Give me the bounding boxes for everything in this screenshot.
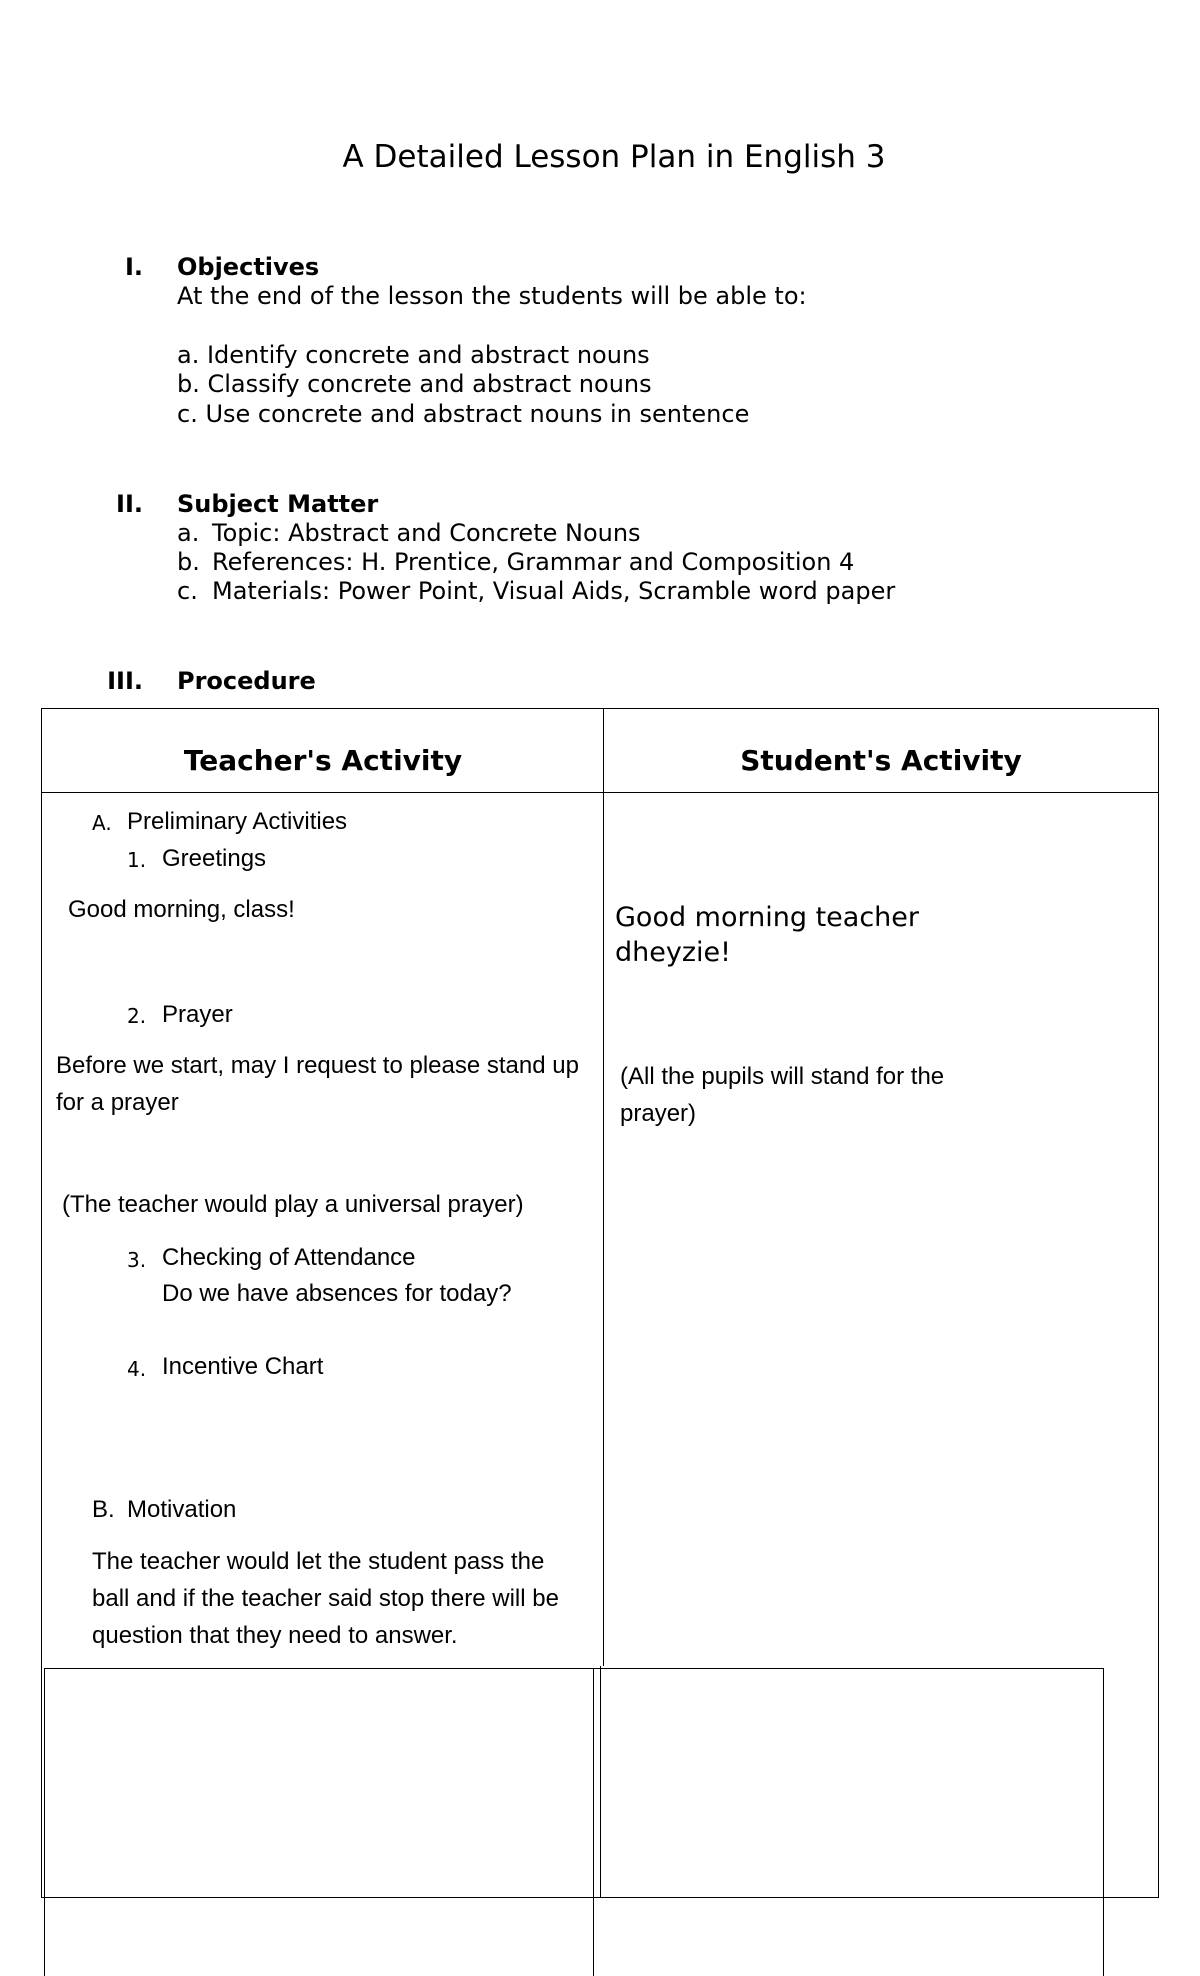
prayer-request: Before we start, may I request to please stand up bbox=[56, 1052, 579, 1079]
student-greeting: dheyzie! bbox=[615, 937, 731, 968]
student-activity-header: Student's Activity bbox=[740, 744, 1022, 777]
objectives-heading: Objectives bbox=[177, 253, 320, 281]
objective-item: a. Identify concrete and abstract nouns bbox=[177, 341, 650, 369]
section-b-marker: B. bbox=[92, 1496, 115, 1523]
nested-table-divider bbox=[593, 1668, 594, 1976]
subject-marker: b. bbox=[177, 548, 200, 576]
section-a-marker: A. bbox=[92, 811, 112, 835]
objectives-number: I. bbox=[124, 253, 143, 281]
incentive-number: 4. bbox=[127, 1357, 147, 1381]
nested-table-left bbox=[44, 1668, 45, 1976]
subject-item: Topic: Abstract and Concrete Nouns bbox=[212, 519, 641, 547]
objective-item: b. Classify concrete and abstract nouns bbox=[177, 370, 652, 398]
subject-marker: a. bbox=[177, 519, 200, 547]
section-a-label: Preliminary Activities bbox=[127, 808, 348, 835]
teacher-activity-header: Teacher's Activity bbox=[183, 744, 463, 777]
nested-table-right bbox=[1103, 1668, 1104, 1976]
objective-item: c. Use concrete and abstract nouns in sentence bbox=[177, 400, 750, 428]
table-column-divider-lower bbox=[600, 1666, 601, 1898]
subject-matter-heading: Subject Matter bbox=[177, 490, 379, 518]
student-greeting: Good morning teacher bbox=[615, 902, 919, 933]
teacher-greeting: Good morning, class! bbox=[68, 896, 295, 923]
section-b-label: Motivation bbox=[127, 1496, 237, 1523]
prayer-label: Prayer bbox=[162, 1001, 233, 1028]
incentive-label: Incentive Chart bbox=[162, 1353, 324, 1380]
greetings-label: Greetings bbox=[162, 845, 267, 872]
subject-item: References: H. Prentice, Grammar and Composition 4 bbox=[212, 548, 855, 576]
table-border-left bbox=[41, 708, 42, 1898]
attendance-question: Do we have absences for today? bbox=[162, 1280, 512, 1307]
motivation-text: ball and if the teacher said stop there will be bbox=[92, 1585, 559, 1612]
table-border-right bbox=[1158, 708, 1159, 1898]
table-border-top bbox=[41, 708, 1159, 709]
subject-marker: c. bbox=[177, 577, 198, 605]
prayer-request: for a prayer bbox=[56, 1089, 179, 1116]
student-prayer: (All the pupils will stand for the bbox=[620, 1063, 945, 1090]
subject-matter-number: II. bbox=[116, 490, 143, 518]
nested-table-top bbox=[44, 1668, 1104, 1669]
procedure-heading: Procedure bbox=[177, 667, 316, 695]
greetings-number: 1. bbox=[127, 848, 147, 872]
procedure-number: III. bbox=[107, 667, 143, 695]
table-header-divider bbox=[41, 792, 1159, 793]
table-column-divider bbox=[603, 708, 604, 1666]
motivation-text: question that they need to answer. bbox=[92, 1622, 458, 1649]
attendance-number: 3. bbox=[127, 1248, 147, 1272]
prayer-number: 2. bbox=[127, 1004, 147, 1028]
motivation-text: The teacher would let the student pass the bbox=[92, 1548, 545, 1575]
objectives-intro: At the end of the lesson the students will be able to: bbox=[177, 282, 807, 310]
student-prayer: prayer) bbox=[620, 1100, 697, 1127]
attendance-label: Checking of Attendance bbox=[162, 1244, 416, 1271]
prayer-note: (The teacher would play a universal prayer) bbox=[62, 1191, 524, 1218]
page-title: A Detailed Lesson Plan in English 3 bbox=[342, 139, 886, 175]
subject-item: Materials: Power Point, Visual Aids, Scramble word paper bbox=[212, 577, 896, 605]
